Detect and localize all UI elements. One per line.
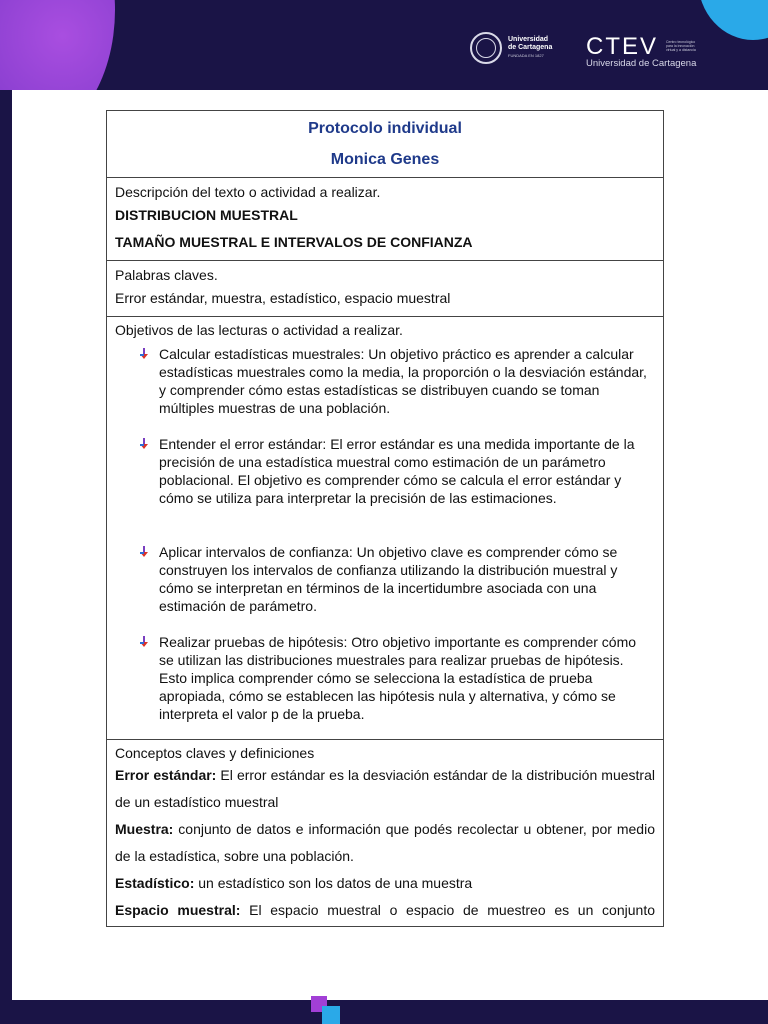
concept-item — [115, 897, 655, 924]
objective-text: Aplicar intervalos de confianza: Un objetivo clave es comprender cómo se construyen los intervalos de confianza utilizando la distribución muestral y cómo se interpretan en términos de la incertidumbre asociada con una estimación de parámetro. — [159, 544, 618, 614]
footer-band — [0, 1000, 768, 1024]
university-logo-line2: de Cartagena — [508, 44, 553, 51]
university-logo-line1: Universidad — [508, 36, 549, 43]
protocol-table — [106, 110, 664, 927]
objectives-list — [115, 345, 655, 723]
objective-text: Realizar pruebas de hipótesis: Otro objetivo importante es comprender cómo se utilizan las distribuciones muestrales para realizar pruebas de hipótesis. Esto implica comprender cómo se selecciona la estadística de prueba apropiada, cómo se establecen las hipótesis nula y alternativa, y cómo se interpreta el valor p de la prueba. — [159, 634, 637, 722]
concept-definition: El error estándar es la desviación estándar de la distribución muestral de un estadístico muestral — [115, 767, 655, 810]
ctev-logo-subtitle: Universidad de Cartagena — [586, 58, 697, 69]
arrow-bullet-icon — [139, 636, 149, 648]
page-title: Protocolo individual — [308, 120, 462, 137]
arrow-bullet-icon — [139, 348, 149, 360]
concept-definition: conjunto de datos e información que podés recolectar u obtener, por medio de la estadística, sobre una población. — [115, 821, 655, 864]
title-cell — [107, 111, 664, 178]
concept-term: Espacio muestral: — [115, 902, 241, 918]
left-border-strip — [0, 90, 12, 1000]
keywords-cell — [107, 261, 664, 317]
objective-text: Calcular estadísticas muestrales: Un objetivo práctico es aprender a calcular estadísticas muestrales como la media, la proporción o la desviación estándar, y comprender cómo estas estadísticas se distribuyen cuando se toman múltiples muestras de una población. — [159, 346, 647, 416]
description-label: Descripción del texto o actividad a realizar. — [115, 184, 381, 200]
objectives-row — [107, 317, 664, 740]
list-item — [115, 633, 655, 723]
university-logo-small: FUNDADA EN 1827 — [508, 53, 544, 58]
title-row — [107, 111, 664, 178]
concept-term: Estadístico: — [115, 875, 195, 891]
objective-text: Entender el error estándar: El error estándar es una medida importante de la precisión de una estadística muestral como estimación de un parámetro poblacional. El objetivo es comprender cómo se calcula el error estándar y cómo se utiliza para interpretar la precisión de las estimaciones. — [159, 436, 635, 506]
objectives-cell — [107, 317, 664, 740]
description-row — [107, 178, 664, 261]
ctev-logo-tagline: Centro tecnológico para la innovación virtual y a distancia — [666, 40, 696, 52]
universidad-de-cartagena-logo — [470, 32, 552, 64]
decorative-purple-shape — [0, 0, 115, 90]
university-seal-icon — [470, 32, 502, 64]
arrow-bullet-icon — [139, 438, 149, 450]
list-item — [115, 345, 655, 417]
concepts-cell — [107, 740, 664, 927]
description-topic-1: DISTRIBUCION MUESTRAL — [115, 207, 298, 223]
ctev-logo — [586, 33, 697, 69]
concept-item — [115, 762, 655, 816]
objectives-label: Objetivos de las lecturas o actividad a realizar. — [115, 322, 403, 338]
concepts-row — [107, 740, 664, 927]
description-cell — [107, 178, 664, 261]
description-topic-2: TAMAÑO MUESTRAL E INTERVALOS DE CONFIANZA — [115, 234, 473, 250]
decorative-blue-shape — [698, 0, 768, 40]
concept-item — [115, 870, 655, 897]
concept-term: Error estándar: — [115, 767, 217, 783]
concept-definition: un estadístico son los datos de una muestra — [194, 875, 473, 891]
concepts-label: Conceptos claves y definiciones — [115, 745, 315, 761]
concept-definition: El espacio muestral o espacio de muestreo es un conjunto — [240, 902, 655, 918]
list-item — [115, 543, 655, 615]
keywords-value: Error estándar, muestra, estadístico, espacio muestral — [115, 290, 451, 306]
list-item — [115, 435, 655, 507]
ctev-logo-mark: CTEV — [586, 33, 659, 60]
keywords-row — [107, 261, 664, 317]
decorative-blue-square — [322, 1006, 340, 1024]
concept-item — [115, 816, 655, 870]
arrow-bullet-icon — [139, 546, 149, 558]
author-name: Monica Genes — [330, 151, 440, 168]
keywords-label: Palabras claves. — [115, 267, 218, 283]
concept-term: Muestra: — [115, 821, 174, 837]
